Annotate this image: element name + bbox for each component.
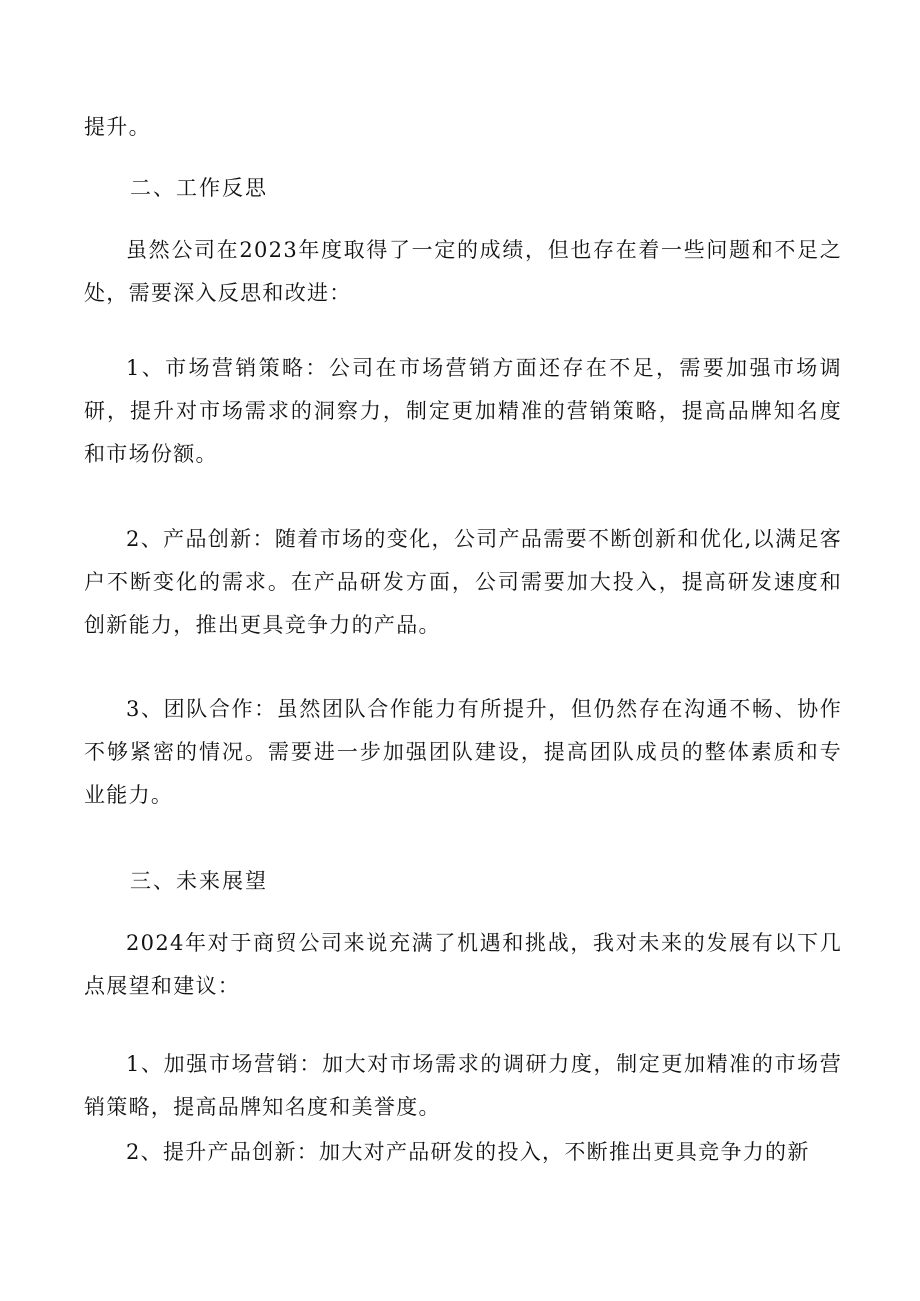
paragraph-reflection-marketing: 1、市场营销策略：公司在市场营销方面还存在不足，需要加强市场调研，提升对市场需求的洞察力，制定更加精准的营销策略，提高品牌知名度和市场份额。 [84,356,842,466]
section-heading-reflection: 二、工作反思 [130,176,268,200]
paragraph-outlook-product: 2、提升产品创新：加大对产品研发的投入，不断推出更具竞争力的新 [126,1140,810,1164]
section-heading-outlook: 三、未来展望 [130,869,268,893]
paragraph-reflection-intro: 虽然公司在2023年度取得了一定的成绩，但也存在着一些问题和不足之处，需要深入反思和改进： [84,238,842,305]
paragraph-outlook-marketing: 1、加强市场营销：加大对市场需求的调研力度，制定更加精准的市场营销策略，提高品牌知名度和美誉度。 [84,1052,842,1119]
paragraph-reflection-team: 3、团队合作：虽然团队合作能力有所提升，但仍然存在沟通不畅、协作不够紧密的情况。需要进一步加强团队建设，提高团队成员的整体素质和专业能力。 [84,697,842,807]
paragraph-outlook-intro: 2024年对于商贸公司来说充满了机遇和挑战，我对未来的发展有以下几点展望和建议： [84,931,842,998]
paragraph-intro-end: 提升。 [84,115,151,139]
paragraph-reflection-product: 2、产品创新：随着市场的变化，公司产品需要不断创新和优化,以满足客户不断变化的需求。在产品研发方面，公司需要加大投入，提高研发速度和创新能力，推出更具竞争力的产品。 [84,527,842,637]
